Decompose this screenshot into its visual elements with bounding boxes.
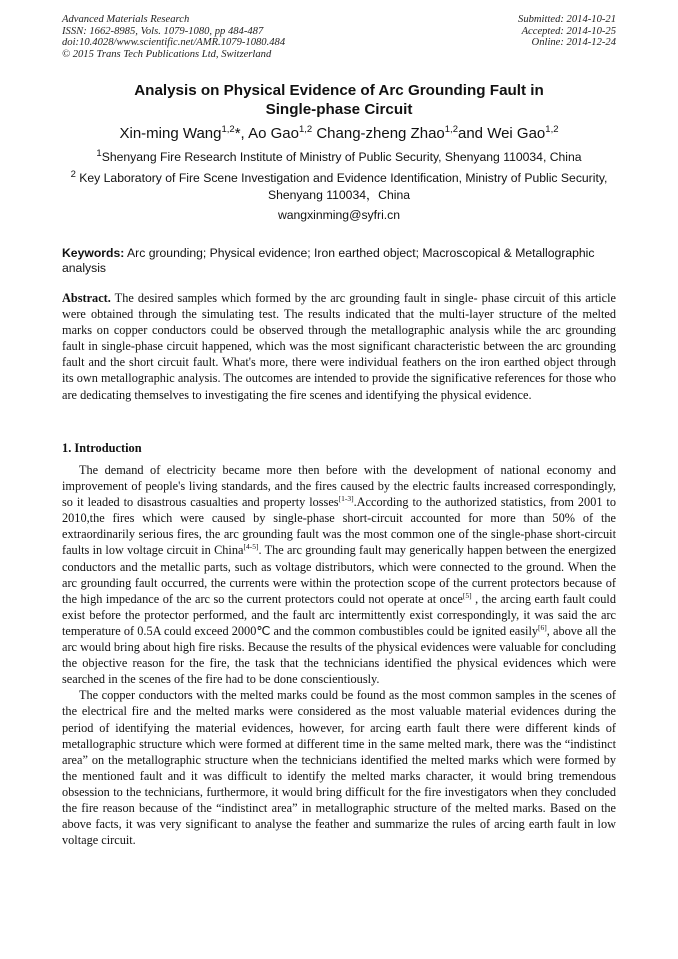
author-affiliation-mark: 1,2 [221, 124, 235, 135]
author-separator: *, [234, 125, 249, 142]
affiliation-text: Shenyang 110034，China [267, 187, 411, 202]
affiliation-2 [62, 170, 616, 203]
issn-line: ISSN: 1662-8985, Vols. 1079-1080, pp 484-487 [62, 25, 264, 37]
abstract-text: The desired samples which formed by the arc grounding fault in single- phase circuit of this article were obtained through the simulating test. The results indicated that the multi-layer structure of the melted marks on copper conductors could be observed through the metallographic analysis while the arc grounding fault in single-phase circuit happened, which was the most significant characteristic between the arc grounding fault and the short circuit fault. What's more, there were individual feathers on the iron earthed object through its own metallographic analysis. The outcomes are intended to provide the significative references for those who are dedicating themselves to investigating the fire scenes and identifying the physical evidence. [62, 291, 616, 402]
author-email: wangxinming@syfri.cn [277, 208, 401, 222]
affiliation-number: 1 [96, 147, 102, 159]
paragraph-text: .According to the authorized statistics, from 2001 to 2010,the fires which were caused by single-phase short-circuit accounted for more than 50% of the extraordinarily serious fires, the arc grounding fault was the most common one of the single-phase short-circuit faults in low voltage circuit in China [62, 495, 616, 558]
citation: [5] [462, 590, 472, 600]
author-affiliation-mark: 1,2 [298, 124, 313, 135]
abstract-label: Abstract. [62, 291, 111, 305]
doi-line: doi:10.4028/www.scientific.net/AMR.1079-1080.484 [62, 37, 286, 49]
affiliation-text: Key Laboratory of Fire Scene Investigation and Evidence Identification, Ministry of Public Security, [75, 171, 608, 185]
affiliation-number: 2 [70, 168, 76, 180]
author-name: Wei Gao [487, 125, 546, 142]
keywords-text: Arc grounding; Physical evidence; Iron earthed object; Macroscopical & Metallographic analysis [62, 246, 595, 275]
paragraph-text: , the arcing earth fault could exist before the protector performed, and the fault arc intermittently exist correspondingly, it was said the arc temperature of 0.5A could exceed 2000℃ and the common combustibles could be ignited easily [62, 591, 616, 638]
keywords-block [62, 246, 616, 275]
citation: [6] [538, 622, 547, 632]
author-affiliation-mark: 1,2 [444, 124, 458, 135]
submitted-date: Submitted: 2014-10-21 [518, 14, 616, 25]
citation: [1-3] [338, 494, 354, 504]
paragraph-text: , above all the arc would bring about high fire risks. Because the results of the physical evidences were valuable for concluding the objective reason for the fire, the task that the technicians identified the physical evidences which were searched in the scenes of the fire had to be done conscientiously. [62, 623, 616, 687]
journal-name: Advanced Materials Research [62, 14, 190, 25]
online-date: Online: 2014-12-24 [531, 37, 616, 49]
accepted-date: Accepted: 2014-10-25 [521, 25, 616, 37]
paper-title [62, 81, 616, 119]
author-name: Chang-zheng Zhao [316, 125, 445, 142]
author-affiliation-mark: 1,2 [545, 124, 559, 135]
affiliation-1 [62, 149, 616, 166]
author-separator: and [457, 125, 488, 142]
copyright-line: © 2015 Trans Tech Publications Ltd, Switzerland [62, 48, 272, 60]
introduction-body [62, 462, 616, 848]
author-name: Ao Gao [248, 125, 299, 142]
author-list [62, 124, 616, 144]
section-heading: 1. Introduction [62, 441, 142, 455]
keywords-label: Keywords: [62, 246, 125, 260]
abstract-block [62, 290, 616, 403]
paragraph-text: The demand of electricity became more then before with the development of national economy and improvement of people's living standards, and the fires caused by the electric faults increased correspondingly, so it leaded to disastrous casualties and property losses [62, 463, 616, 510]
title-line-1: Analysis on Physical Evidence of Arc Grounding Fault in [134, 82, 544, 99]
affiliation-text: Shenyang Fire Research Institute of Ministry of Public Security, Shenyang 110034, China [101, 150, 582, 164]
paragraph [62, 462, 616, 687]
journal-header-left [62, 14, 285, 60]
title-line-2: Single-phase Circuit [265, 101, 413, 118]
paragraph: The copper conductors with the melted marks could be found as the most common samples in the scenes of the electrical fire and the melted marks were considered as the most valuable material evidences during the period of identifying the material evidences, however, for arcing earth fault there were different kinds of metallographic structure which were formed at different time in the same melted mark, there was the “indistinct area” on the metallographic structure when the technicians identified the melted marks which were formed by the mentioned fault and it was difficult to identify the melted marks character, it would bring tremendous obsession to the technicians, furthermore, it would bring difficult for the fire investigators when they concluded the fire reason because of the “indistinct area” in metallographic structure of the melted marks. Based on the above facts, it was very significant to analyse the feather and summarize the rules of arcing earth fault in low voltage circuit. [62, 688, 616, 848]
citation: [4-5] [243, 542, 259, 552]
author-name: Xin-ming Wang [119, 125, 222, 142]
journal-header-right [518, 14, 616, 49]
paragraph-text: . The arc grounding fault may generically happen between the energized conductors and the metallic parts, such as voltage distributors, which were connected to the ground. When the arc grounding fault occurred, the currents were within the protection scope of the current protectors because of the high impedance of the arc so the current protectors could not operate at once [62, 543, 616, 606]
